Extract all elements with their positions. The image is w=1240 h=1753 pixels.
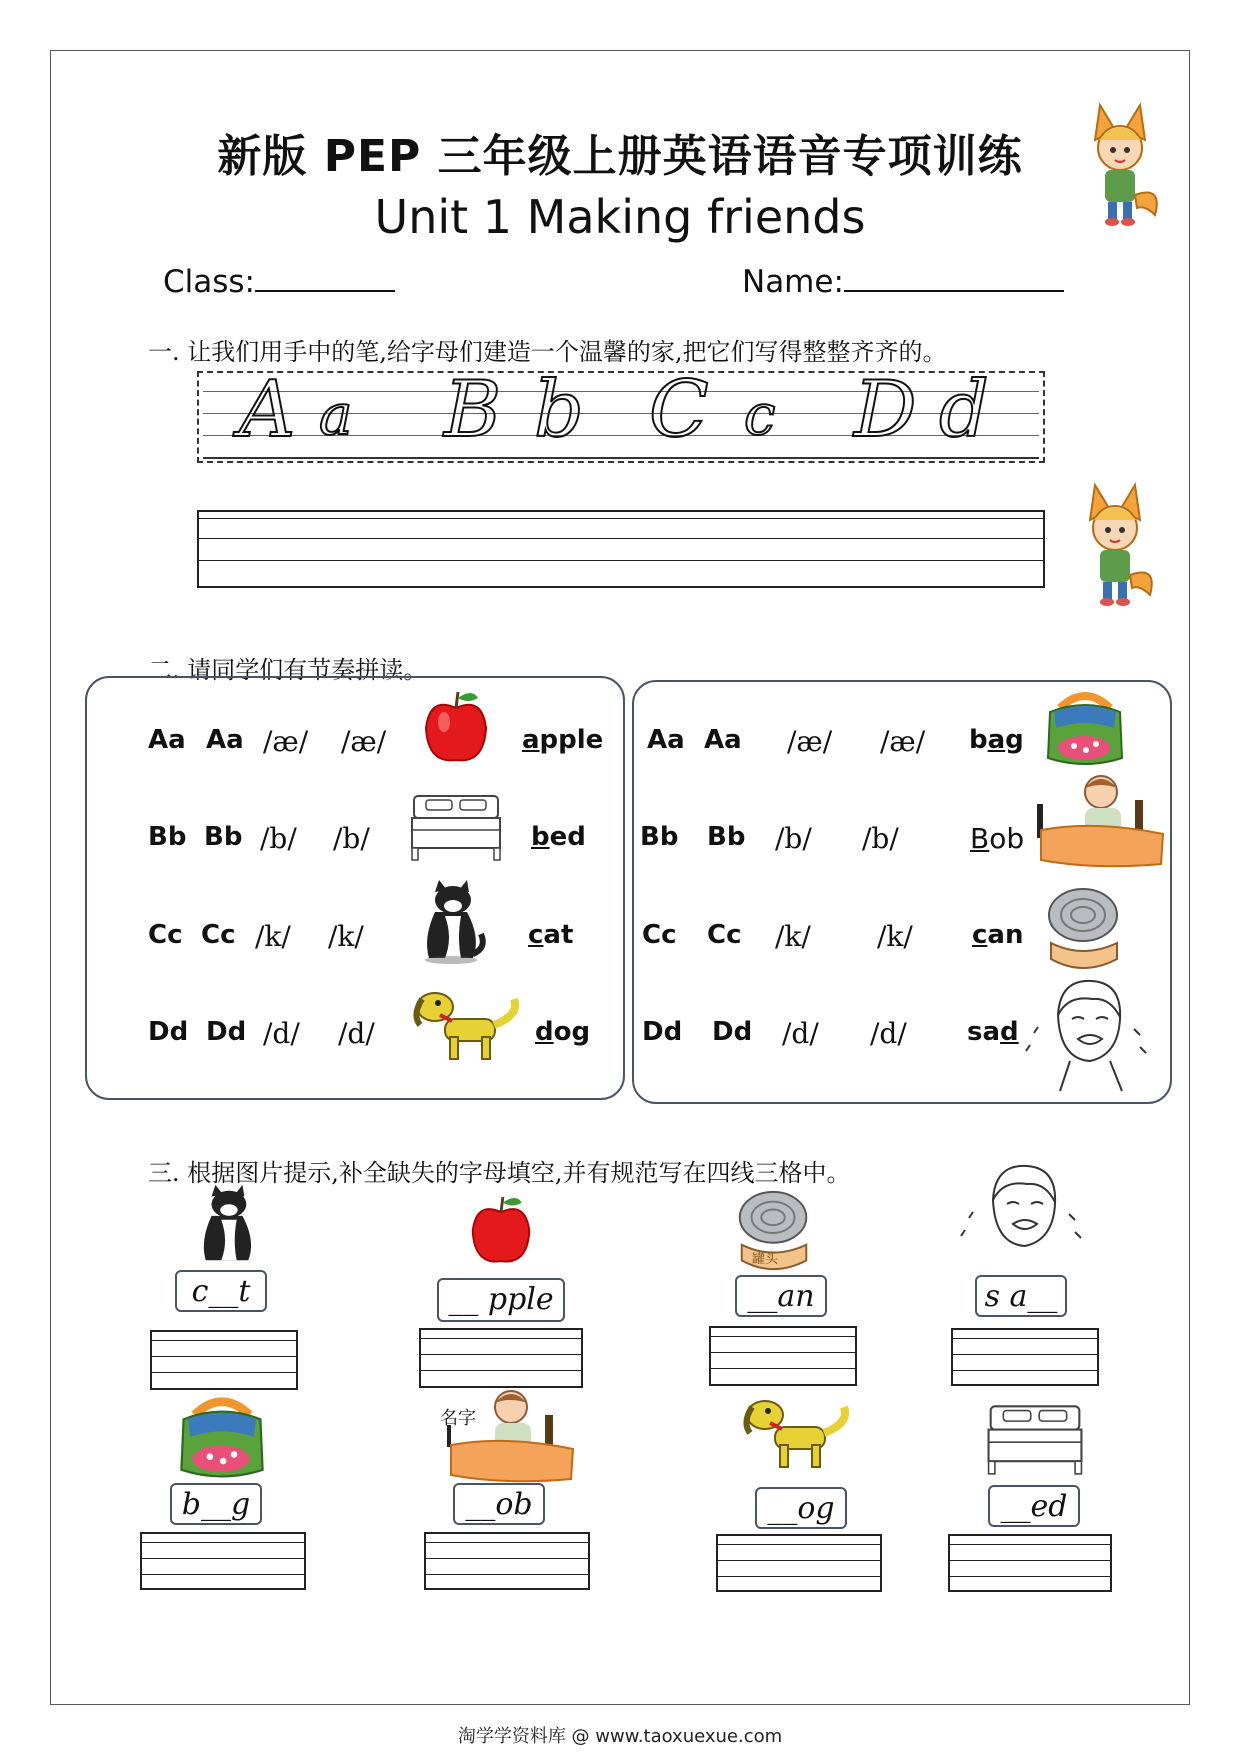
writing-lines[interactable]	[140, 1532, 306, 1590]
phoneme: /b/	[260, 822, 297, 855]
phoneme: /b/	[333, 822, 370, 855]
phoneme: /b/	[862, 822, 899, 855]
name-label: Name:	[742, 264, 844, 300]
writing-lines[interactable]	[951, 1328, 1099, 1386]
example-word: sad	[967, 1017, 1019, 1047]
bag-icon	[1040, 688, 1130, 770]
bed-icon	[410, 790, 502, 862]
name-blank[interactable]	[844, 262, 1064, 292]
tracing-letter: B	[444, 365, 508, 455]
letter-tracing-area	[197, 365, 1045, 463]
example-word: dog	[535, 1017, 591, 1047]
phoneme: /d/	[338, 1017, 375, 1050]
fill-blank-box[interactable]: s a__	[975, 1275, 1067, 1317]
class-blank[interactable]	[255, 262, 395, 292]
fill-blank-box[interactable]: __ed	[988, 1485, 1080, 1527]
tracing-letters	[199, 365, 1043, 453]
example-word: Bob	[970, 822, 1025, 855]
phoneme: /æ/	[341, 725, 387, 758]
phoneme: /k/	[255, 920, 291, 953]
example-word: bag	[969, 725, 1024, 755]
letter-pair: Dd	[712, 1017, 753, 1047]
letter-pair: Dd	[642, 1017, 683, 1047]
tracing-letter: D	[854, 365, 923, 455]
footer-watermark: 淘学学资料库 @ www.taoxuexue.com	[457, 1726, 783, 1747]
cat-icon	[192, 1183, 262, 1268]
page-subtitle: Unit 1 Making friends	[374, 190, 866, 244]
phoneme: /æ/	[880, 725, 926, 758]
can-icon	[1045, 885, 1123, 975]
fill-blank-box[interactable]: __og	[755, 1487, 847, 1529]
fill-blank-box[interactable]: b__g	[170, 1483, 262, 1525]
phoneme: /d/	[263, 1017, 300, 1050]
tracing-letter: d	[939, 365, 995, 455]
phoneme: /æ/	[787, 725, 833, 758]
dog-icon	[410, 985, 530, 1065]
example-word: cat	[528, 920, 574, 950]
page-title: 新版 PEP 三年级上册英语语音专项训练	[217, 131, 1023, 182]
letter-pair: Bb	[707, 822, 746, 852]
letter-pair: Dd	[148, 1017, 189, 1047]
section2-heading: 二. 请同学们有节奏拼读。	[148, 656, 428, 684]
writing-lines[interactable]	[709, 1326, 857, 1386]
tracing-letter: C	[649, 365, 715, 455]
letter-pair: Cc	[201, 920, 236, 950]
letter-pair: Aa	[647, 725, 685, 755]
phoneme: /k/	[775, 920, 811, 953]
phoneme: /d/	[870, 1017, 907, 1050]
letter-pair: Aa	[206, 725, 244, 755]
bob-caption: 名字	[440, 1408, 476, 1429]
phoneme: /æ/	[263, 725, 309, 758]
example-word: apple	[522, 725, 604, 755]
letter-pair: Bb	[204, 822, 243, 852]
writing-lines[interactable]	[150, 1330, 298, 1390]
fill-blank-box[interactable]: __ pple	[437, 1278, 565, 1322]
tracing-letter: A	[239, 365, 302, 455]
section3-heading: 三. 根据图片提示,补全缺失的字母填空,并有规范写在四线三格中。	[148, 1159, 851, 1187]
writing-lines[interactable]	[424, 1532, 590, 1590]
bag-icon	[172, 1393, 272, 1483]
letter-pair: Cc	[148, 920, 183, 950]
apple-icon	[420, 688, 492, 768]
tracing-letter: a	[319, 383, 359, 448]
writing-lines[interactable]	[948, 1534, 1112, 1592]
phoneme: /b/	[775, 822, 812, 855]
example-word: bed	[531, 822, 586, 852]
letter-pair: Dd	[206, 1017, 247, 1047]
letter-pair: Bb	[148, 822, 187, 852]
name-field[interactable]	[742, 262, 1064, 300]
sad-face-icon	[945, 1160, 1095, 1278]
letter-pair: Cc	[707, 920, 742, 950]
cat-icon	[415, 878, 487, 966]
writing-lines[interactable]	[716, 1534, 882, 1592]
bed-icon	[985, 1400, 1085, 1476]
fill-blank-box[interactable]: __an	[735, 1275, 827, 1317]
fill-blank-box[interactable]: __ob	[453, 1483, 545, 1525]
apple-icon	[467, 1193, 535, 1269]
example-word: can	[972, 920, 1024, 950]
dog-icon	[740, 1393, 860, 1473]
fox-mascot-icon	[1070, 480, 1160, 610]
letter-pair: Bb	[640, 822, 679, 852]
phoneme: /d/	[782, 1017, 819, 1050]
sad-face-icon	[1010, 975, 1160, 1093]
letter-pair: Aa	[704, 725, 742, 755]
fox-mascot-icon	[1075, 100, 1165, 230]
letter-pair: Aa	[148, 725, 186, 755]
fill-blank-box[interactable]: c__t	[175, 1270, 267, 1312]
bob-icon	[1035, 770, 1165, 870]
section1-heading: 一. 让我们用手中的笔,给字母们建造一个温馨的家,把它们写得整整齐齐的。	[148, 338, 947, 366]
phoneme: /k/	[877, 920, 913, 953]
can-caption: 罐头	[752, 1252, 779, 1267]
tracing-letter: b	[534, 365, 590, 455]
class-label: Class:	[163, 264, 256, 300]
tracing-letter: c	[744, 383, 782, 448]
bob-icon	[440, 1385, 580, 1485]
class-field[interactable]	[163, 262, 395, 300]
writing-lines[interactable]	[419, 1328, 583, 1388]
writing-lines[interactable]	[197, 510, 1045, 588]
letter-pair: Cc	[642, 920, 677, 950]
phoneme: /k/	[328, 920, 364, 953]
